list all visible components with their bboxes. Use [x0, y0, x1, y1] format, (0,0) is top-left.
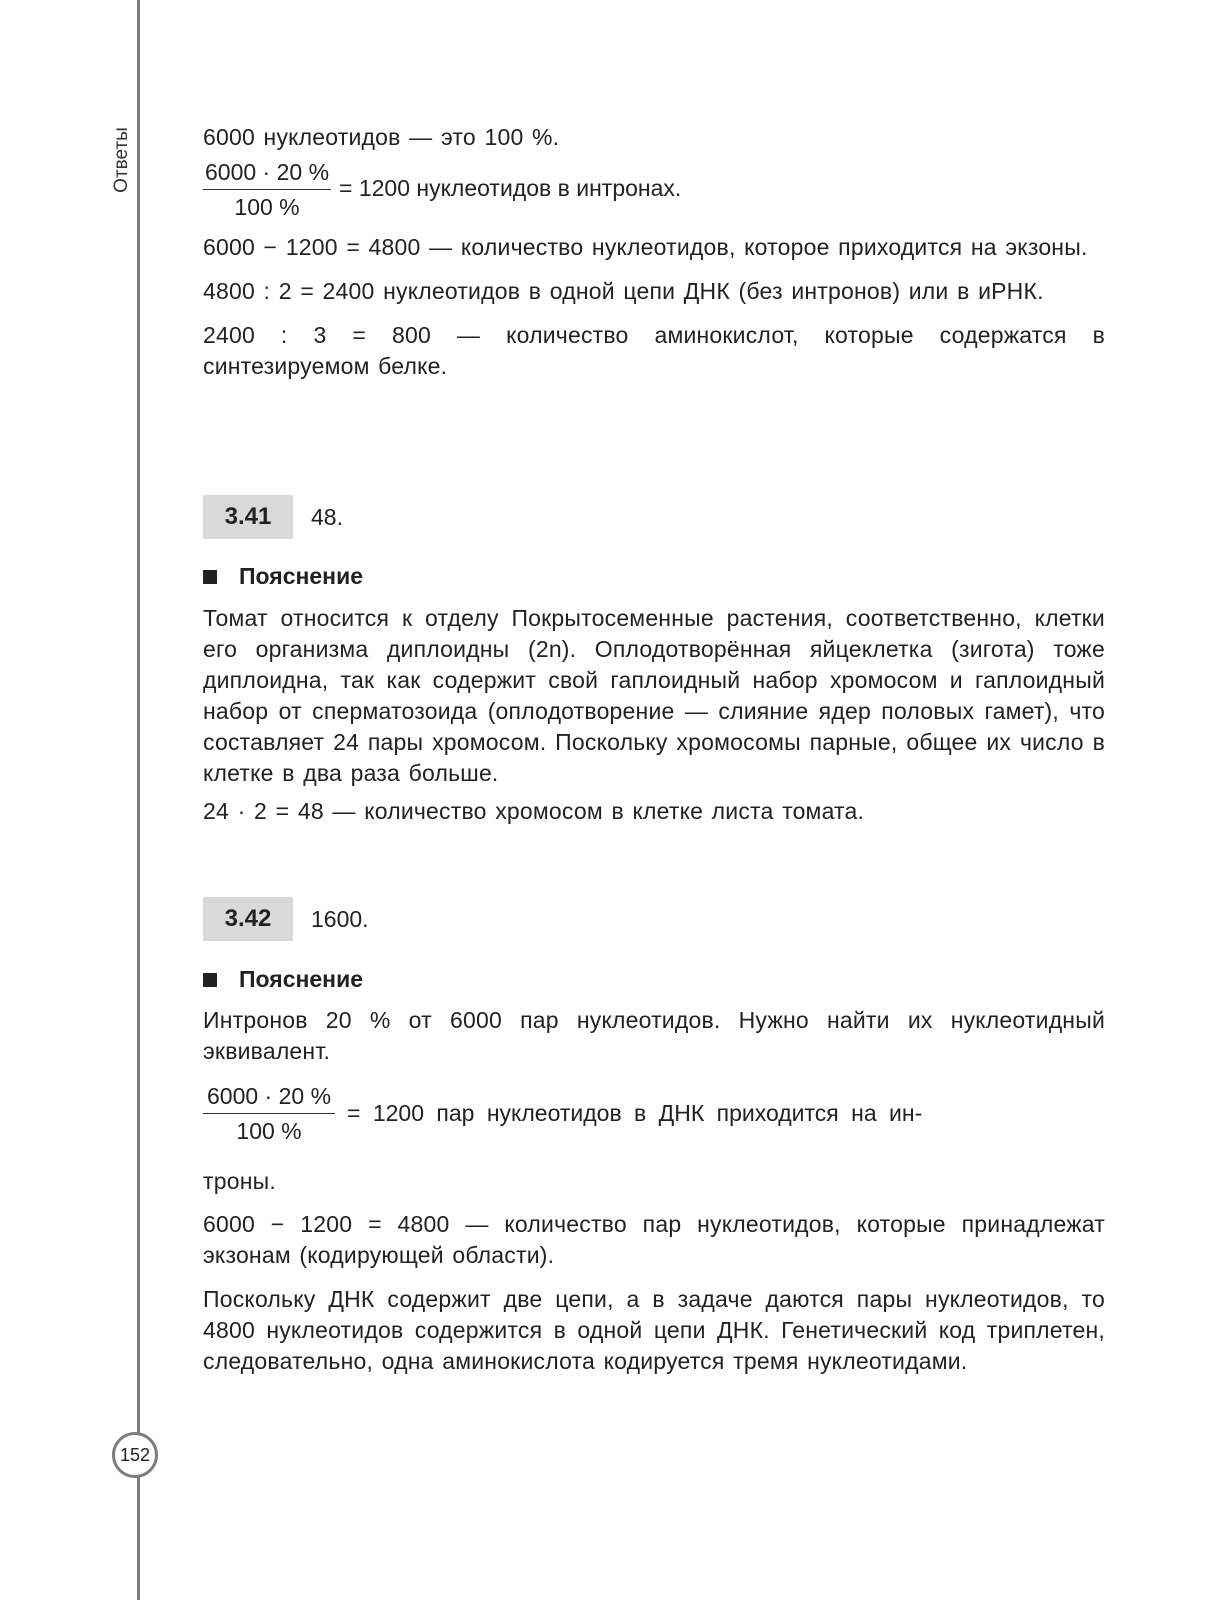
paragraph: троны.	[203, 1168, 276, 1194]
paragraph: Интронов 20 % от 6000 пар нуклеотидов. Нужно найти их нуклеотидный эквивалент.	[203, 1007, 1105, 1064]
fraction-numerator: 6000 · 20 %	[203, 1083, 335, 1114]
section-label: Ответы	[111, 127, 132, 193]
explanation-heading	[203, 966, 363, 993]
paragraph: 24 · 2 = 48 — количество хромосом в клетке листа томата.	[203, 798, 865, 824]
explanation-heading	[203, 563, 363, 590]
fraction	[203, 159, 331, 220]
explanation-title: Пояснение	[239, 563, 363, 589]
fraction-numerator: 6000 · 20 %	[203, 159, 331, 190]
explanation-title: Пояснение	[239, 966, 363, 992]
margin-rule	[137, 0, 140, 1600]
page-number: 152	[112, 1432, 158, 1478]
fraction-result: = 1200 нуклеотидов в интронах.	[339, 175, 682, 201]
square-bullet-icon	[203, 570, 217, 584]
task-answer: 1600.	[311, 905, 369, 932]
paragraph: 4800 : 2 = 2400 нуклеотидов в одной цепи ДНК (без интронов) или в иРНК.	[203, 278, 1044, 304]
task-header-3-42	[203, 897, 369, 941]
paragraph: Томат относится к отделу Покрытосеменные растения, соответственно, клетки его организма диплоидны (2n). Оплодотворённая яйцеклетка (зигота) тоже диплоидна, так как содержит свой гаплоидный набор хромосом и гаплоидный набор от сперматозоида (оплодотворение — слияние ядер половых гамет), что составляет 24 пары хромосом. Поскольку хромосомы парные, общее их число в клетке в два раза больше.	[203, 605, 1105, 786]
fraction-result: = 1200 пар нуклеотидов в ДНК приходится на ин-	[347, 1100, 923, 1126]
fraction-denominator: 100 %	[234, 194, 300, 220]
task-number-badge: 3.42	[203, 897, 293, 941]
fraction	[203, 1083, 335, 1144]
explanation-body-3-42	[203, 1005, 1105, 1377]
calc-block-1	[203, 122, 1105, 382]
task-number-badge: 3.41	[203, 495, 293, 539]
fraction-row	[203, 1083, 1105, 1144]
task-answer: 48.	[311, 503, 343, 530]
paragraph: Поскольку ДНК содержит две цепи, а в задаче даются пары нуклеотидов, то 4800 нуклеотидов содержится в одной цепи ДНК. Генетический код триплетен, следовательно, одна аминокислота кодируется тремя нуклеотидами.	[203, 1286, 1105, 1374]
task-header-3-41	[203, 495, 343, 539]
fraction-denominator: 100 %	[236, 1118, 302, 1144]
fraction-row	[203, 159, 1105, 220]
paragraph: 6000 − 1200 = 4800 — количество пар нуклеотидов, которые принадлежат экзонам (кодирующей области).	[203, 1211, 1105, 1268]
paragraph: 6000 − 1200 = 4800 — количество нуклеотидов, которое приходится на экзоны.	[203, 234, 1088, 260]
explanation-body-3-41	[203, 603, 1105, 827]
square-bullet-icon	[203, 973, 217, 987]
paragraph: 2400 : 3 = 800 — количество аминокислот, которые содержатся в синтезируемом белке.	[203, 322, 1105, 379]
paragraph: 6000 нуклеотидов — это 100 %.	[203, 124, 560, 150]
